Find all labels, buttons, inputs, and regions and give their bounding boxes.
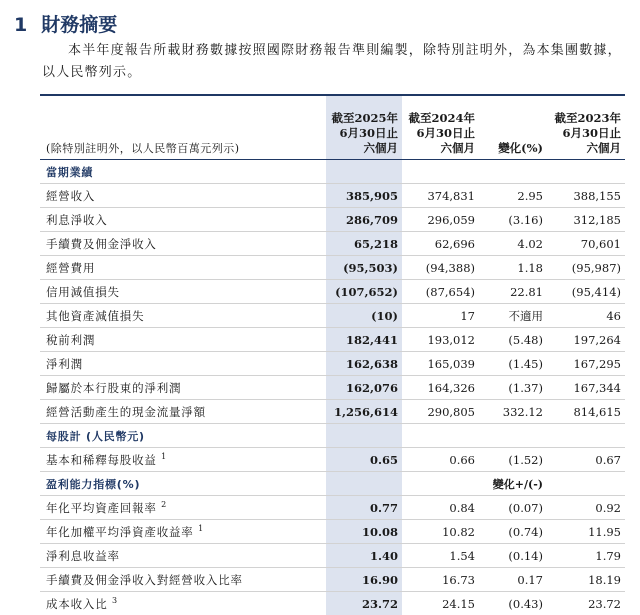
section-cell-2025 (326, 424, 402, 448)
value-change: (0.74) (479, 520, 547, 544)
section-title: 每股計 (人民幣元) (40, 424, 326, 448)
row-label-text: 經營活動產生的現金流量淨額 (46, 405, 206, 419)
row-label (40, 280, 326, 304)
header-2025: 截至2025年 6月30日止 六個月 (326, 96, 402, 160)
value-2024: 164,326 (402, 376, 479, 400)
row-label (40, 568, 326, 592)
row-label-text: 信用減值損失 (46, 285, 120, 299)
row-label (40, 352, 326, 376)
table-row (40, 448, 625, 472)
row-label-text: 淨利潤 (46, 357, 83, 371)
header-2024: 截至2024年 6月30日止 六個月 (402, 96, 479, 160)
section-cell-2024 (402, 160, 479, 184)
value-change: (1.52) (479, 448, 547, 472)
intro-paragraph: 本半年度報告所載財務數據按照國際財務報告準則編製，除特別註明外，為本集團數據，以人民幣列示。 (42, 40, 627, 84)
row-label-text: 稅前利潤 (46, 333, 95, 347)
value-change: (0.07) (479, 496, 547, 520)
section-cell-2023 (547, 472, 625, 496)
section-title: 當期業績 (40, 160, 326, 184)
value-2025: 10.08 (326, 520, 402, 544)
table-row (40, 352, 625, 376)
row-label-text: 歸屬於本行股東的淨利潤 (46, 381, 181, 395)
value-2023: 18.19 (547, 568, 625, 592)
value-2025: 286,709 (326, 208, 402, 232)
table-header-row (40, 96, 625, 160)
row-label-text: 年化加權平均淨資產收益率 (46, 525, 194, 539)
value-2025: (95,503) (326, 256, 402, 280)
table-row (40, 520, 625, 544)
section-cell-2023 (547, 424, 625, 448)
row-label (40, 496, 326, 520)
value-change: (1.45) (479, 352, 547, 376)
value-2024: 62,696 (402, 232, 479, 256)
section-header-row (40, 472, 625, 496)
value-2025: 0.77 (326, 496, 402, 520)
table-row (40, 376, 625, 400)
value-2025: 1,256,614 (326, 400, 402, 424)
value-2023: 167,344 (547, 376, 625, 400)
value-change: 1.18 (479, 256, 547, 280)
page-title (14, 10, 117, 37)
value-2023: 0.92 (547, 496, 625, 520)
value-2024: 24.15 (402, 592, 479, 615)
value-2023: 167,295 (547, 352, 625, 376)
row-label (40, 520, 326, 544)
value-2025: (10) (326, 304, 402, 328)
section-cell-2025 (326, 472, 402, 496)
value-2024: 17 (402, 304, 479, 328)
row-label (40, 184, 326, 208)
footnote-marker: 2 (161, 500, 167, 509)
value-2024: 165,039 (402, 352, 479, 376)
row-label (40, 592, 326, 615)
row-label (40, 448, 326, 472)
value-2025: 182,441 (326, 328, 402, 352)
section-cell-2025 (326, 160, 402, 184)
value-2024: 296,059 (402, 208, 479, 232)
table-row (40, 544, 625, 568)
value-2024: 0.84 (402, 496, 479, 520)
row-label (40, 328, 326, 352)
row-label (40, 544, 326, 568)
value-change: 不適用 (479, 304, 547, 328)
section-cell-change: 變化+/(-) (479, 472, 547, 496)
table-row (40, 280, 625, 304)
units-note: (除特別註明外，以人民幣百萬元列示) (40, 96, 326, 160)
footnote-marker: 1 (198, 524, 204, 533)
value-2024: 0.66 (402, 448, 479, 472)
value-2025: 23.72 (326, 592, 402, 615)
table-row (40, 328, 625, 352)
value-2025: 162,638 (326, 352, 402, 376)
value-change: (0.14) (479, 544, 547, 568)
value-change: 2.95 (479, 184, 547, 208)
table-row (40, 496, 625, 520)
value-2023: 814,615 (547, 400, 625, 424)
value-change: (3.16) (479, 208, 547, 232)
table-row (40, 592, 625, 615)
footnote-marker: 1 (161, 452, 167, 461)
table-row (40, 568, 625, 592)
value-change: 0.17 (479, 568, 547, 592)
row-label (40, 208, 326, 232)
row-label-text: 手續費及佣金淨收入 (46, 237, 157, 251)
value-2025: 385,905 (326, 184, 402, 208)
value-2023: (95,987) (547, 256, 625, 280)
value-2024: 10.82 (402, 520, 479, 544)
section-heading: 財務摘要 (41, 14, 117, 36)
value-2025: 0.65 (326, 448, 402, 472)
header-2023: 截至2023年 6月30日止 六個月 (547, 96, 625, 160)
row-label-text: 經營費用 (46, 261, 95, 275)
value-2024: 1.54 (402, 544, 479, 568)
row-label-text: 年化平均資產回報率 (46, 501, 157, 515)
row-label-text: 其他資產減值損失 (46, 309, 144, 323)
row-label (40, 256, 326, 280)
value-2023: 312,185 (547, 208, 625, 232)
value-change: (1.37) (479, 376, 547, 400)
value-2025: 1.40 (326, 544, 402, 568)
value-2023: 388,155 (547, 184, 625, 208)
value-change: (0.43) (479, 592, 547, 615)
value-2023: (95,414) (547, 280, 625, 304)
value-2024: 290,805 (402, 400, 479, 424)
row-label (40, 376, 326, 400)
value-2023: 23.72 (547, 592, 625, 615)
section-cell-2024 (402, 472, 479, 496)
section-cell-change (479, 160, 547, 184)
value-2025: 16.90 (326, 568, 402, 592)
value-change: 332.12 (479, 400, 547, 424)
row-label-text: 經營收入 (46, 189, 95, 203)
row-label (40, 232, 326, 256)
footnote-marker: 3 (112, 596, 118, 605)
value-2023: 0.67 (547, 448, 625, 472)
value-2023: 11.95 (547, 520, 625, 544)
section-number: 1 (14, 14, 31, 36)
row-label (40, 400, 326, 424)
table-row (40, 256, 625, 280)
value-2023: 197,264 (547, 328, 625, 352)
value-2023: 70,601 (547, 232, 625, 256)
section-title: 盈利能力指標(%) (40, 472, 326, 496)
value-2024: 374,831 (402, 184, 479, 208)
row-label (40, 304, 326, 328)
value-2024: 193,012 (402, 328, 479, 352)
value-2023: 46 (547, 304, 625, 328)
section-header-row (40, 160, 625, 184)
section-cell-2024 (402, 424, 479, 448)
value-2024: (94,388) (402, 256, 479, 280)
section-cell-change (479, 424, 547, 448)
financial-summary-table (40, 94, 625, 615)
value-2024: 16.73 (402, 568, 479, 592)
table-row (40, 400, 625, 424)
row-label-text: 手續費及佣金淨收入對經營收入比率 (46, 573, 243, 587)
header-change: 變化(%) (479, 96, 547, 160)
section-cell-2023 (547, 160, 625, 184)
value-2023: 1.79 (547, 544, 625, 568)
value-2024: (87,654) (402, 280, 479, 304)
section-header-row (40, 424, 625, 448)
table-row (40, 208, 625, 232)
value-change: (5.48) (479, 328, 547, 352)
row-label-text: 基本和稀釋每股收益 (46, 453, 157, 467)
value-2025: 162,076 (326, 376, 402, 400)
row-label-text: 成本收入比 (46, 597, 108, 611)
row-label-text: 利息淨收入 (46, 213, 108, 227)
table-row (40, 184, 625, 208)
value-2025: 65,218 (326, 232, 402, 256)
row-label-text: 淨利息收益率 (46, 549, 120, 563)
table-row (40, 304, 625, 328)
value-change: 22.81 (479, 280, 547, 304)
value-2025: (107,652) (326, 280, 402, 304)
table-row (40, 232, 625, 256)
value-change: 4.02 (479, 232, 547, 256)
